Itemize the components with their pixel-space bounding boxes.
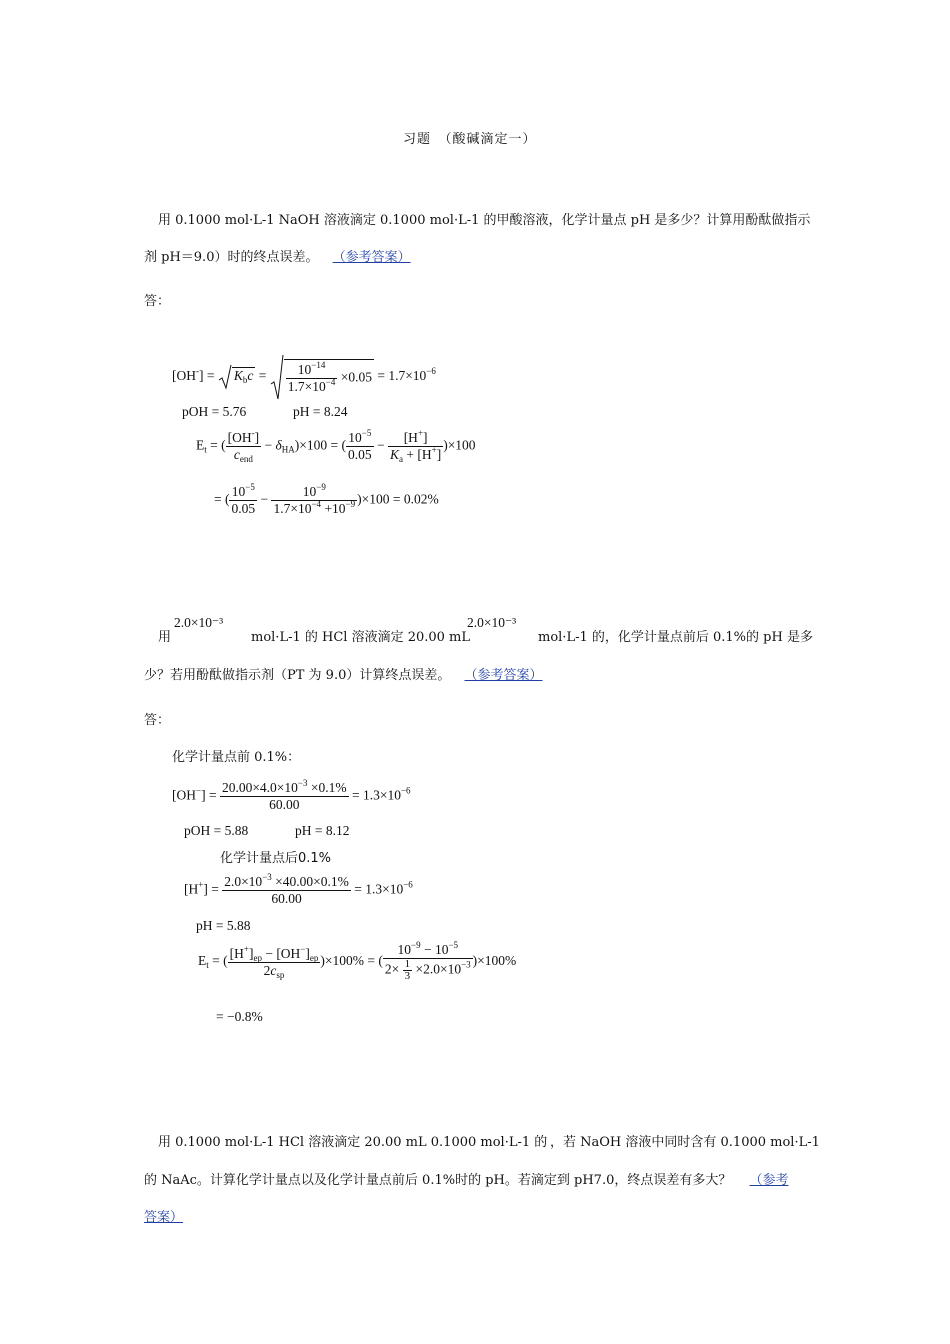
q2-poh-value: pOH = 5.88 <box>184 823 249 838</box>
q2-eq-ph2: pH = 5.88 <box>196 918 251 933</box>
q1-text-line1: 用 0.1000 mol·L-1 NaOH 溶液滴定 0.1000 mol·L-1 的甲酸溶液，化学计量点 pH 是多少？计算用酚酞做指示 <box>158 213 811 228</box>
q3-reference-answer-link-part1[interactable]: （参考 <box>749 1173 789 1188</box>
q3-text-line1a: 用 0.1000 mol·L-1 HCl 溶液滴定 20.00 mL 0.1000 mol·L-1 的 <box>158 1135 548 1150</box>
q2-text-line2 <box>144 664 543 683</box>
q1-eq-et-result: = ( $\frac{10^{-5}}{0.05}$ − $\frac{10^{-9}}{1.7\times 10^{-4} +10^{-9}}$ )×100 = 0.02% <box>214 482 439 516</box>
q2-text-line2-body: 少？若用酚酞做指示剂（PT 为 9.0）计算终点误差。 <box>144 668 451 683</box>
q3-text-line1b: ，若 NaOH 溶液中同时含有 0.1000 mol·L-1 <box>550 1135 820 1150</box>
q1-poh-value: pOH = 5.76 <box>182 404 247 419</box>
page-title: 习题 （酸碱滴定一） <box>403 132 537 147</box>
q1-ph-value: pH = 8.24 <box>293 404 348 419</box>
q2-eq-poh-ph <box>184 823 350 839</box>
q2-ph-value: pH = 8.12 <box>295 823 350 838</box>
q2-before-label: 化学计量点前 0.1%： <box>172 750 301 765</box>
q2-eq-oh: [OH−] = $\frac{20.00\times 4.0\times 10^{-3} \times 0.1\%}{60.00}$ = $1.3\times 10^{-6}$ <box>172 778 411 812</box>
q2-conc1: 2.0×10⁻³ <box>174 615 224 630</box>
q2-answer-label: 答： <box>144 713 171 728</box>
q2-text-mid: mol·L-1 的 HCl 溶液滴定 20.00 mL <box>251 630 471 645</box>
q2-eq-et: $E_t$ = ( $\frac{[H^+]_{ep} - [OH^-]_{ep}}{2c_{sp}}$ )×100% = ( $10^{-9} - 10^{-5}$ 2× $\frac{1}{3}$ $\times 2.0\times 10^{-3}$ )×100% <box>198 940 517 982</box>
q1-text-line2-body: 剂 pH＝9.0）时的终点误差。 <box>144 250 319 265</box>
q1-eq-oh: $[OH^-] = K_bc$ = $\frac{10^{-14}}{1.7\times 10^{-4}}$ $\times 0.05 = 1.7\times 10^{-6}$ <box>172 354 436 400</box>
q2-conc2: 2.0×10⁻³ <box>467 615 517 630</box>
q1-text-line2 <box>144 246 411 265</box>
q2-eq-et-result: = −0.8% <box>216 1009 263 1024</box>
q1-answer-label: 答： <box>144 294 171 309</box>
q3-text-line2 <box>144 1169 789 1188</box>
q3-text-line2-body: 的 NaAc。计算化学计量点以及化学计量点前后 0.1%时的 pH。若滴定到 pH7.0，终点误差有多大？ <box>144 1173 732 1188</box>
q3-reference-answer-link-part2-wrap <box>144 1206 183 1225</box>
q3-reference-answer-link-part2[interactable]: 答案） <box>144 1210 184 1225</box>
q1-reference-answer-link[interactable]: （参考答案） <box>332 250 411 265</box>
q2-reference-answer-link[interactable]: （参考答案） <box>464 668 543 683</box>
q2-eq-h: [H+] = $\frac{2.0\times 10^{-3} \times 40.00\times 0.1\%}{60.00}$ = $1.3\times 10^{-6}$ <box>184 872 413 906</box>
q2-text-post: mol·L-1 的，化学计量点前后 0.1%的 pH 是多 <box>538 630 813 645</box>
q2-prefix: 用 <box>158 630 172 645</box>
q2-after-label: 化学计量点后0.1% <box>220 851 332 866</box>
q1-eq-poh-ph <box>182 404 348 420</box>
q1-eq-et: $E_t$ = ( $\frac{[OH^-]}{c_{end}}$ − $\delta_{HA})\times 100$ = ( $\frac{10^{-5}}{0.05}$ − $\frac{[H^+]}{K_a + [H^+]}$ )×100 <box>196 428 476 464</box>
